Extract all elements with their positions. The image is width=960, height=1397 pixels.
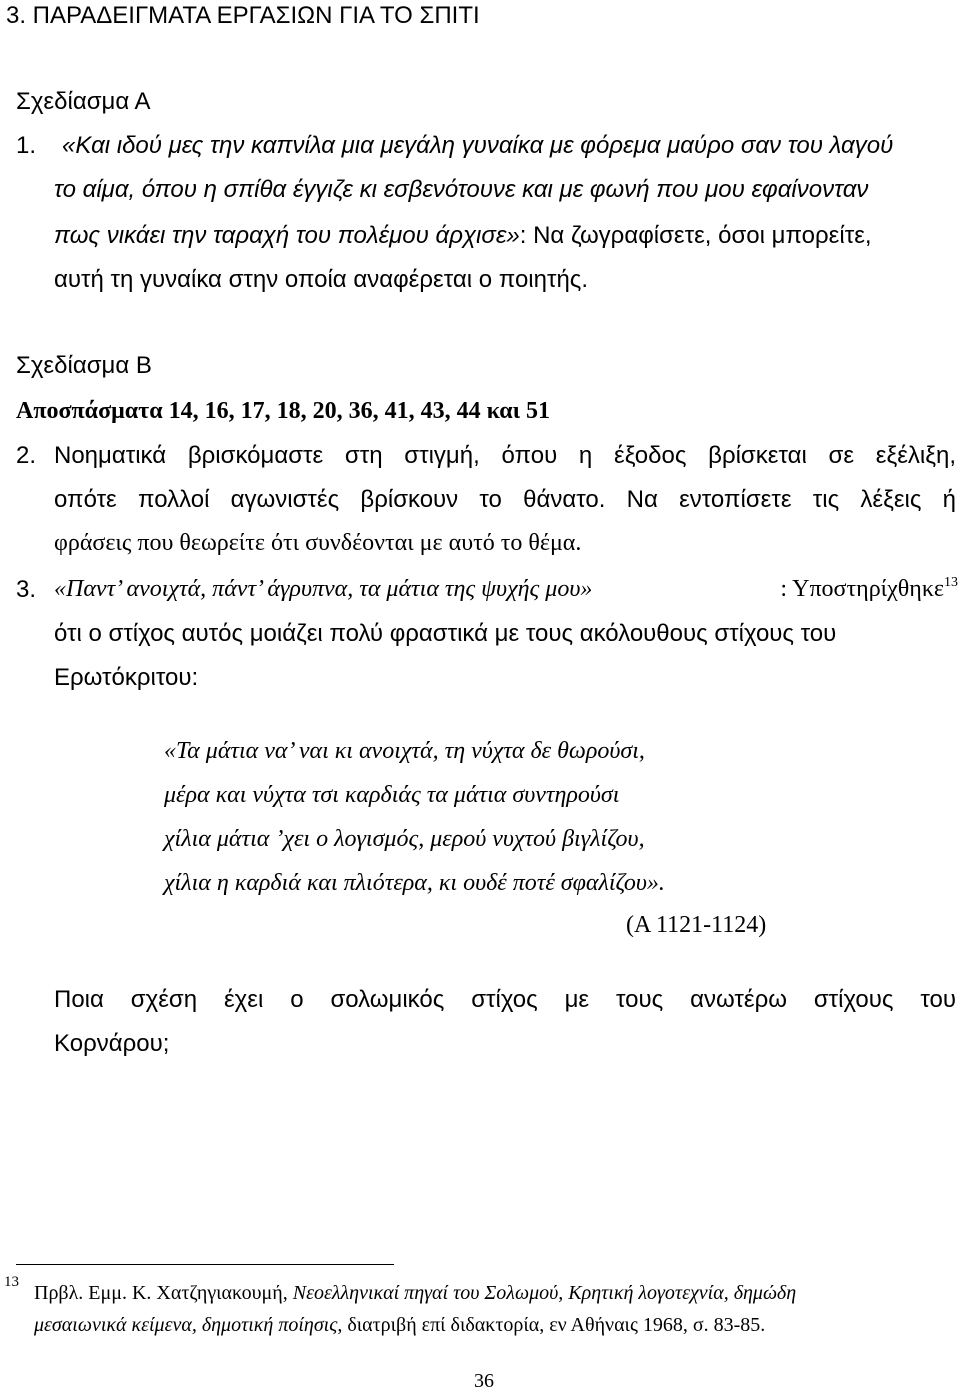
item-2-line-2: οπότε πολλοί αγωνιστές βρίσκουν το θάνατο. Να εντοπίσετε τις λέξεις ή xyxy=(54,486,956,513)
footnote-separator xyxy=(16,1264,394,1265)
footnote-ref-13[interactable]: 13 xyxy=(944,575,958,590)
item-1-quote-line-2: το αίμα, όπου η σπίθα έγγιζε κι εσβενότουνε και με φωνή που μου εφαίνονταν xyxy=(54,176,869,203)
excerpts-list: Αποσπάσματα 14, 16, 17, 18, 20, 36, 41, 43, 44 και 51 xyxy=(16,398,551,424)
page-heading: 3. ΠΑΡΑΔΕΙΓΜΑΤΑ ΕΡΓΑΣΙΩΝ ΓΙΑ ΤΟ ΣΠΙΤΙ xyxy=(6,2,480,29)
footnote-line-1 xyxy=(34,1282,796,1305)
item-2-line-3: φράσεις που θεωρείτε ότι συνδέονται με αυτό το θέμα. xyxy=(54,530,582,556)
verse-reference: (Α 1121-1124) xyxy=(626,912,767,938)
item-1-line-3 xyxy=(54,222,872,250)
page-number: 36 xyxy=(474,1370,494,1392)
item-2-line-1: Νοηματικά βρισκόμαστε στη στιγμή, όπου η έξοδος βρίσκεται σε εξέλιξη, xyxy=(54,442,956,469)
sketch-b-title: Σχεδίασμα Β xyxy=(16,352,152,379)
item-3-line-2: ότι ο στίχος αυτός μοιάζει πολύ φραστικά με τους ακόλουθους στίχους του xyxy=(54,620,837,647)
footnote-number: 13 xyxy=(4,1274,19,1290)
item-3-quote: «Παντ’ ανοιχτά, πάντ’ άγρυπνα, τα μάτια της ψυχής μου» xyxy=(54,576,593,602)
footnote-part-1: Πρβλ. Εμμ. Κ. Χατζηγιακουμή, xyxy=(34,1282,293,1304)
item-1-task-start: : Να ζωγραφίσετε, όσοι μπορείτε, xyxy=(519,222,872,249)
item-1-task-line: αυτή τη γυναίκα στην οποία αναφέρεται ο ποιητής. xyxy=(54,266,589,293)
verse-line-4: χίλια η καρδιά και πλιότερα, κι ουδέ ποτέ σφαλίζου». xyxy=(164,870,665,896)
verse-line-2: μέρα και νύχτα τσι καρδιάς τα μάτια συντηρούσι xyxy=(164,782,620,808)
item-3-claim: : Υποστηρίχθηκε xyxy=(780,576,944,602)
item-3-line-3: Ερωτόκριτου: xyxy=(54,664,199,691)
item-3-line-1 xyxy=(54,576,958,603)
footnote-line-2 xyxy=(34,1314,765,1337)
footnote-title-1: Νεοελληνικαί πηγαί του Σολωμού, Κρητική λογοτεχνία, δημώδη xyxy=(292,1282,797,1304)
question-line-2: Κορνάρου; xyxy=(54,1030,170,1057)
footnote-part-2: , διατριβή επί διδακτορία, εν Αθήναις 1968, σ. 83-85. xyxy=(337,1314,766,1336)
item-3-number: 3. xyxy=(16,576,37,603)
footnote-title-2: μεσαιωνικά κείμενα, δημοτική ποίησις xyxy=(34,1314,338,1336)
item-1-number: 1. xyxy=(16,132,37,159)
item-1-quote-line-1: «Και ιδού μες την καπνίλα μια μεγάλη γυναίκα με φόρεμα μαύρο σαν του λαγού xyxy=(62,132,894,159)
sketch-a-title: Σχεδίασμα Α xyxy=(16,88,151,115)
question-line-1: Ποια σχέση έχει ο σολωμικός στίχος με τους ανωτέρω στίχους του xyxy=(54,986,956,1013)
verse-line-1: «Τα μάτια να’ ναι κι ανοιχτά, τη νύχτα δε θωρούσι, xyxy=(164,738,645,764)
item-2-number: 2. xyxy=(16,442,37,469)
item-1-quote-end: πως νικάει την ταραχή του πολέμου άρχισε» xyxy=(54,222,520,249)
verse-line-3: χίλια μάτια ’χει ο λογισμός, μερού νυχτού βιγλίζου, xyxy=(164,826,645,852)
